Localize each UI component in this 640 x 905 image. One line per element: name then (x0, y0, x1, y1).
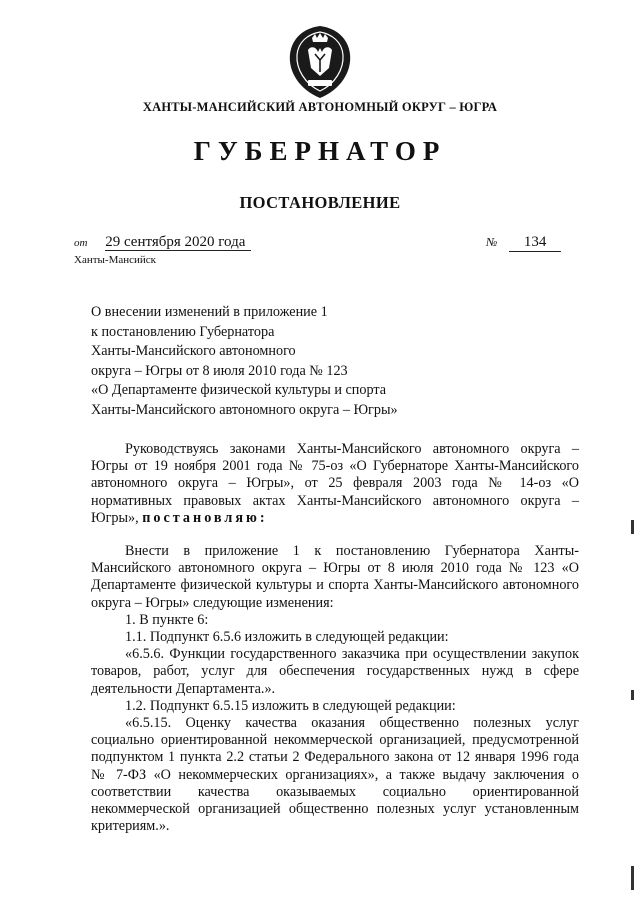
region-name: ХАНТЫ-МАНСИЙСКИЙ АВТОНОМНЫЙ ОКРУГ – ЮГРА (142, 100, 498, 114)
body-paragraph: 1.2. Подпункт 6.5.15 изложить в следующей редакции: (125, 697, 456, 714)
document-body (91, 441, 579, 835)
title-line: «О Департаменте физической культуры и спорта (91, 382, 387, 398)
body-paragraph: 1.1. Подпункт 6.5.6 изложить в следующей редакции: (125, 629, 449, 646)
number-line (486, 234, 561, 252)
preamble-text: Руководствуясь законами Ханты-Мансийского автономного округа – Югры от 19 ноября 2001 года № 75-оз «О Губернаторе Ханты-Мансийского автономного округа – Югры», от 25 февраля 2003 года № 14-оз «О нормативных правовых актах Ханты-Мансийского автономного округа – Югры», (91, 441, 579, 526)
body-paragraph: 1. В пункте 6: (125, 611, 209, 628)
date-prefix: от (74, 237, 88, 249)
number-prefix: № (486, 235, 498, 249)
title-line: Ханты-Мансийского автономного (91, 343, 296, 359)
scan-edge-mark (631, 690, 634, 700)
resolve-word: постановляю: (142, 509, 268, 526)
scan-edge-mark (631, 520, 634, 534)
body-paragraph: «6.5.6. Функции государственного заказчика при осуществлении закупок товаров, работ, услуг для обеспечения государственных нужд в сфере деятельности Департамента.». (91, 646, 579, 697)
title-line: О внесении изменений в приложение 1 (91, 304, 328, 320)
document-title (91, 303, 511, 420)
body-paragraph: Внести в приложение 1 к постановлению Губернатора Ханты-Мансийского автономного округа – Югры от 8 июля 2010 года № 123 «О Департаменте физической культуры и спорта Ханты-Мансийского автономного округа – Югры» следующие изменения: (91, 543, 579, 611)
document-date: 29 сентября 2020 года (105, 234, 251, 251)
title-line: Ханты-Мансийского автономного округа – Югры» (91, 401, 398, 418)
scan-edge-mark (631, 866, 634, 890)
title-line: к постановлению Губернатора (91, 323, 275, 340)
document-type: ПОСТАНОВЛЕНИЕ (239, 193, 401, 212)
authority-title: ГУБЕРНАТОР (193, 136, 447, 166)
coat-of-arms-icon (282, 24, 358, 100)
title-line: округа – Югры от 8 июля 2010 года № 123 (91, 362, 348, 379)
document-number: 134 (509, 234, 561, 252)
body-paragraph: «6.5.15. Оценку качества оказания общественно полезных услуг социально ориентированной некоммерческой организацией, предусмотренной подпунктом 1 пункта 2.2 статьи 2 Федерального закона от 12 января 1996 года № 7-ФЗ «О некоммерческих организациях», а также выдачу заключения о соответствии качества оказываемых социально ориентированной некоммерческой организацией общественно полезных услуг установленным критериям.». (91, 715, 579, 835)
city-name: Ханты-Мансийск (74, 254, 157, 266)
date-line (74, 234, 251, 251)
preamble-paragraph (91, 441, 579, 527)
